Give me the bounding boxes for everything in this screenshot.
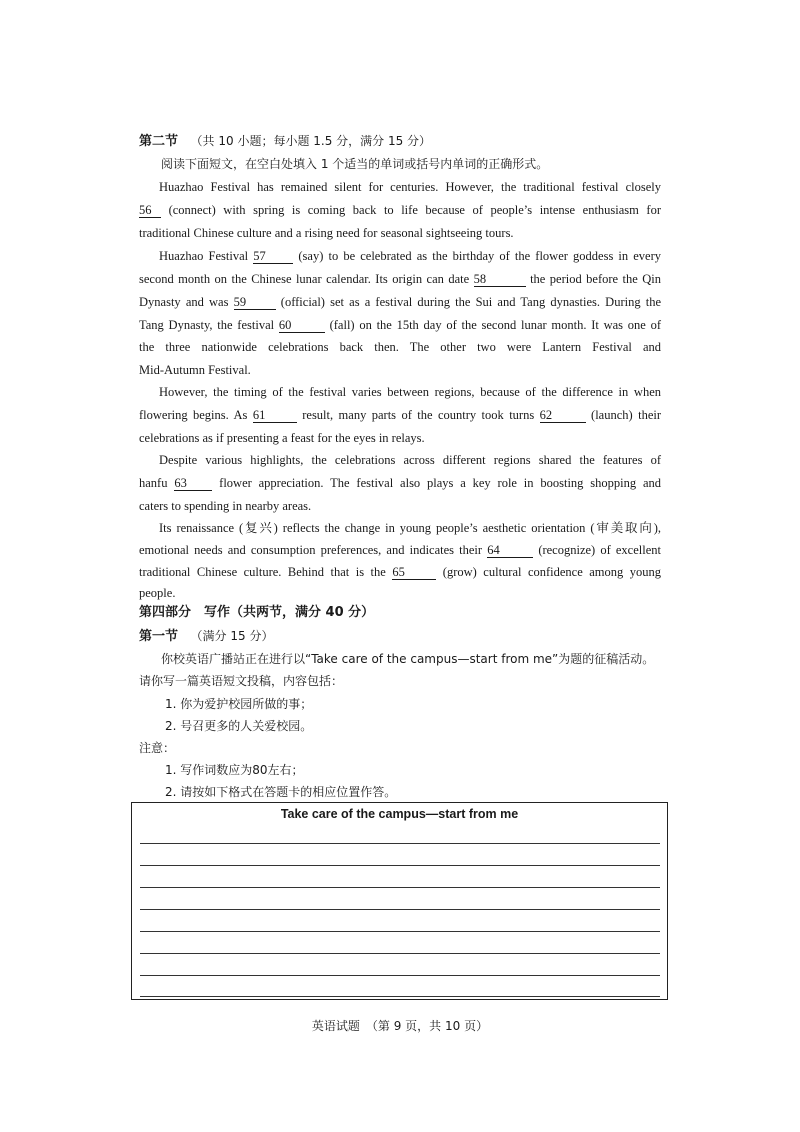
passage-text: Dynasty and was (139, 295, 229, 309)
blank-60: 60 (279, 319, 325, 333)
blank-62: 62 (540, 409, 586, 423)
passage-text: (official) set as a festival during the Sui and Tang dynasties. During the (280, 295, 662, 309)
passage-line (139, 542, 661, 558)
passage-line (139, 202, 661, 218)
subsection-desc: （满分 15 分） (190, 629, 274, 643)
blank-59: 59 (234, 296, 276, 310)
passage-text: flower appreciation. The festival also plays a key role in boosting shopping and (219, 476, 661, 490)
passage-line: Mid-Autumn Festival. (139, 363, 251, 377)
answer-line (140, 975, 660, 976)
answer-line (140, 887, 660, 888)
section-instruction: 阅读下面短文，在空白处填入 1 个适当的单词或括号内单词的正确形式。 (161, 157, 549, 171)
subsection-heading (139, 628, 661, 645)
passage-line (139, 271, 661, 287)
passage-text: emotional needs and consumption preferences, and indicates their (139, 543, 483, 557)
passage-text: (fall) on the 15th day of the second lunar month. It was one of (329, 318, 661, 332)
passage-line (139, 248, 661, 264)
prompt-item: 2. 号召更多的人关爱校园。 (165, 719, 313, 733)
answer-box-title: Take care of the campus—start from me (280, 807, 519, 821)
answer-line (140, 843, 660, 844)
passage-text: (grow) cultural confidence among young (442, 565, 662, 579)
passage-line (139, 294, 661, 310)
passage-line (139, 564, 661, 580)
part-heading: 第四部分 写作（共两节，满分 40 分） (139, 605, 375, 620)
blank-65: 65 (392, 566, 436, 580)
passage-line: the three nationwide celebrations back then. The other two were Lantern Festival and (139, 340, 661, 354)
blank-61: 61 (253, 409, 297, 423)
answer-line (140, 865, 660, 866)
passage-line: traditional Chinese culture and a rising need for seasonal sightseeing tours. (139, 226, 514, 240)
passage-text: (say) to be celebrated as the birthday of the flower goddess in every (298, 249, 662, 263)
section-heading (139, 133, 661, 150)
blank-58: 58 (474, 273, 526, 287)
passage-line: people. (139, 586, 176, 600)
answer-box (131, 802, 668, 1000)
passage-line: Huazhao Festival has remained silent for centuries. However, the traditional festival closely (159, 180, 661, 194)
passage-text: (connect) with spring is coming back to life because of people’s intense enthusiasm for (168, 203, 662, 217)
blank-64: 64 (487, 544, 533, 558)
prompt-item: 1. 你为爱护校园所做的事； (165, 697, 313, 711)
passage-line: celebrations as if presenting a feast for the eyes in relays. (139, 431, 425, 445)
writing-prompt: 你校英语广播站正在进行以“Take care of the campus—start from me”为题的征稿活动。 (161, 652, 655, 666)
answer-line (140, 953, 660, 954)
passage-text: hanfu (139, 476, 168, 490)
passage-line: However, the timing of the festival varies between regions, because of the difference in when (159, 385, 661, 399)
answer-line (140, 909, 660, 910)
passage-line: caters to spending in nearby areas. (139, 499, 312, 513)
passage-line (139, 407, 661, 423)
subsection-title: 第一节 (139, 629, 179, 644)
passage-text: (launch) their (591, 408, 662, 422)
note-item: 2. 请按如下格式在答题卡的相应位置作答。 (165, 785, 397, 799)
passage-text: traditional Chinese culture. Behind that is the (139, 565, 386, 579)
passage-text: flowering begins. As (139, 408, 248, 422)
note-item: 1. 写作词数应为80左右； (165, 763, 304, 777)
page-footer: 英语试题 （第 9 页，共 10 页） (311, 1019, 489, 1033)
passage-line: Its renaissance (复兴) reflects the change in young people’s aesthetic orientation (审美取向), (159, 521, 661, 535)
passage-line (139, 317, 661, 333)
blank-56: 56 (139, 204, 161, 218)
answer-line (140, 996, 660, 997)
note-label: 注意： (139, 741, 176, 755)
section-desc: （共 10 小题；每小题 1.5 分，满分 15 分） (190, 134, 432, 148)
blank-57: 57 (253, 250, 293, 264)
answer-line (140, 931, 660, 932)
blank-63: 63 (174, 477, 212, 491)
passage-line: Despite various highlights, the celebrations across different regions shared the features of (159, 453, 661, 467)
passage-text: result, many parts of the country took turns (302, 408, 535, 422)
section-title: 第二节 (139, 134, 179, 149)
passage-text: second month on the Chinese lunar calendar. Its origin can date (139, 272, 470, 286)
passage-text: the period before the Qin (530, 272, 662, 286)
passage-text: (recognize) of excellent (538, 543, 661, 557)
passage-text: Huazhao Festival (159, 249, 249, 263)
writing-prompt: 请你写一篇英语短文投稿，内容包括： (139, 674, 344, 688)
passage-line (139, 475, 661, 491)
passage-text: Tang Dynasty, the festival (139, 318, 275, 332)
